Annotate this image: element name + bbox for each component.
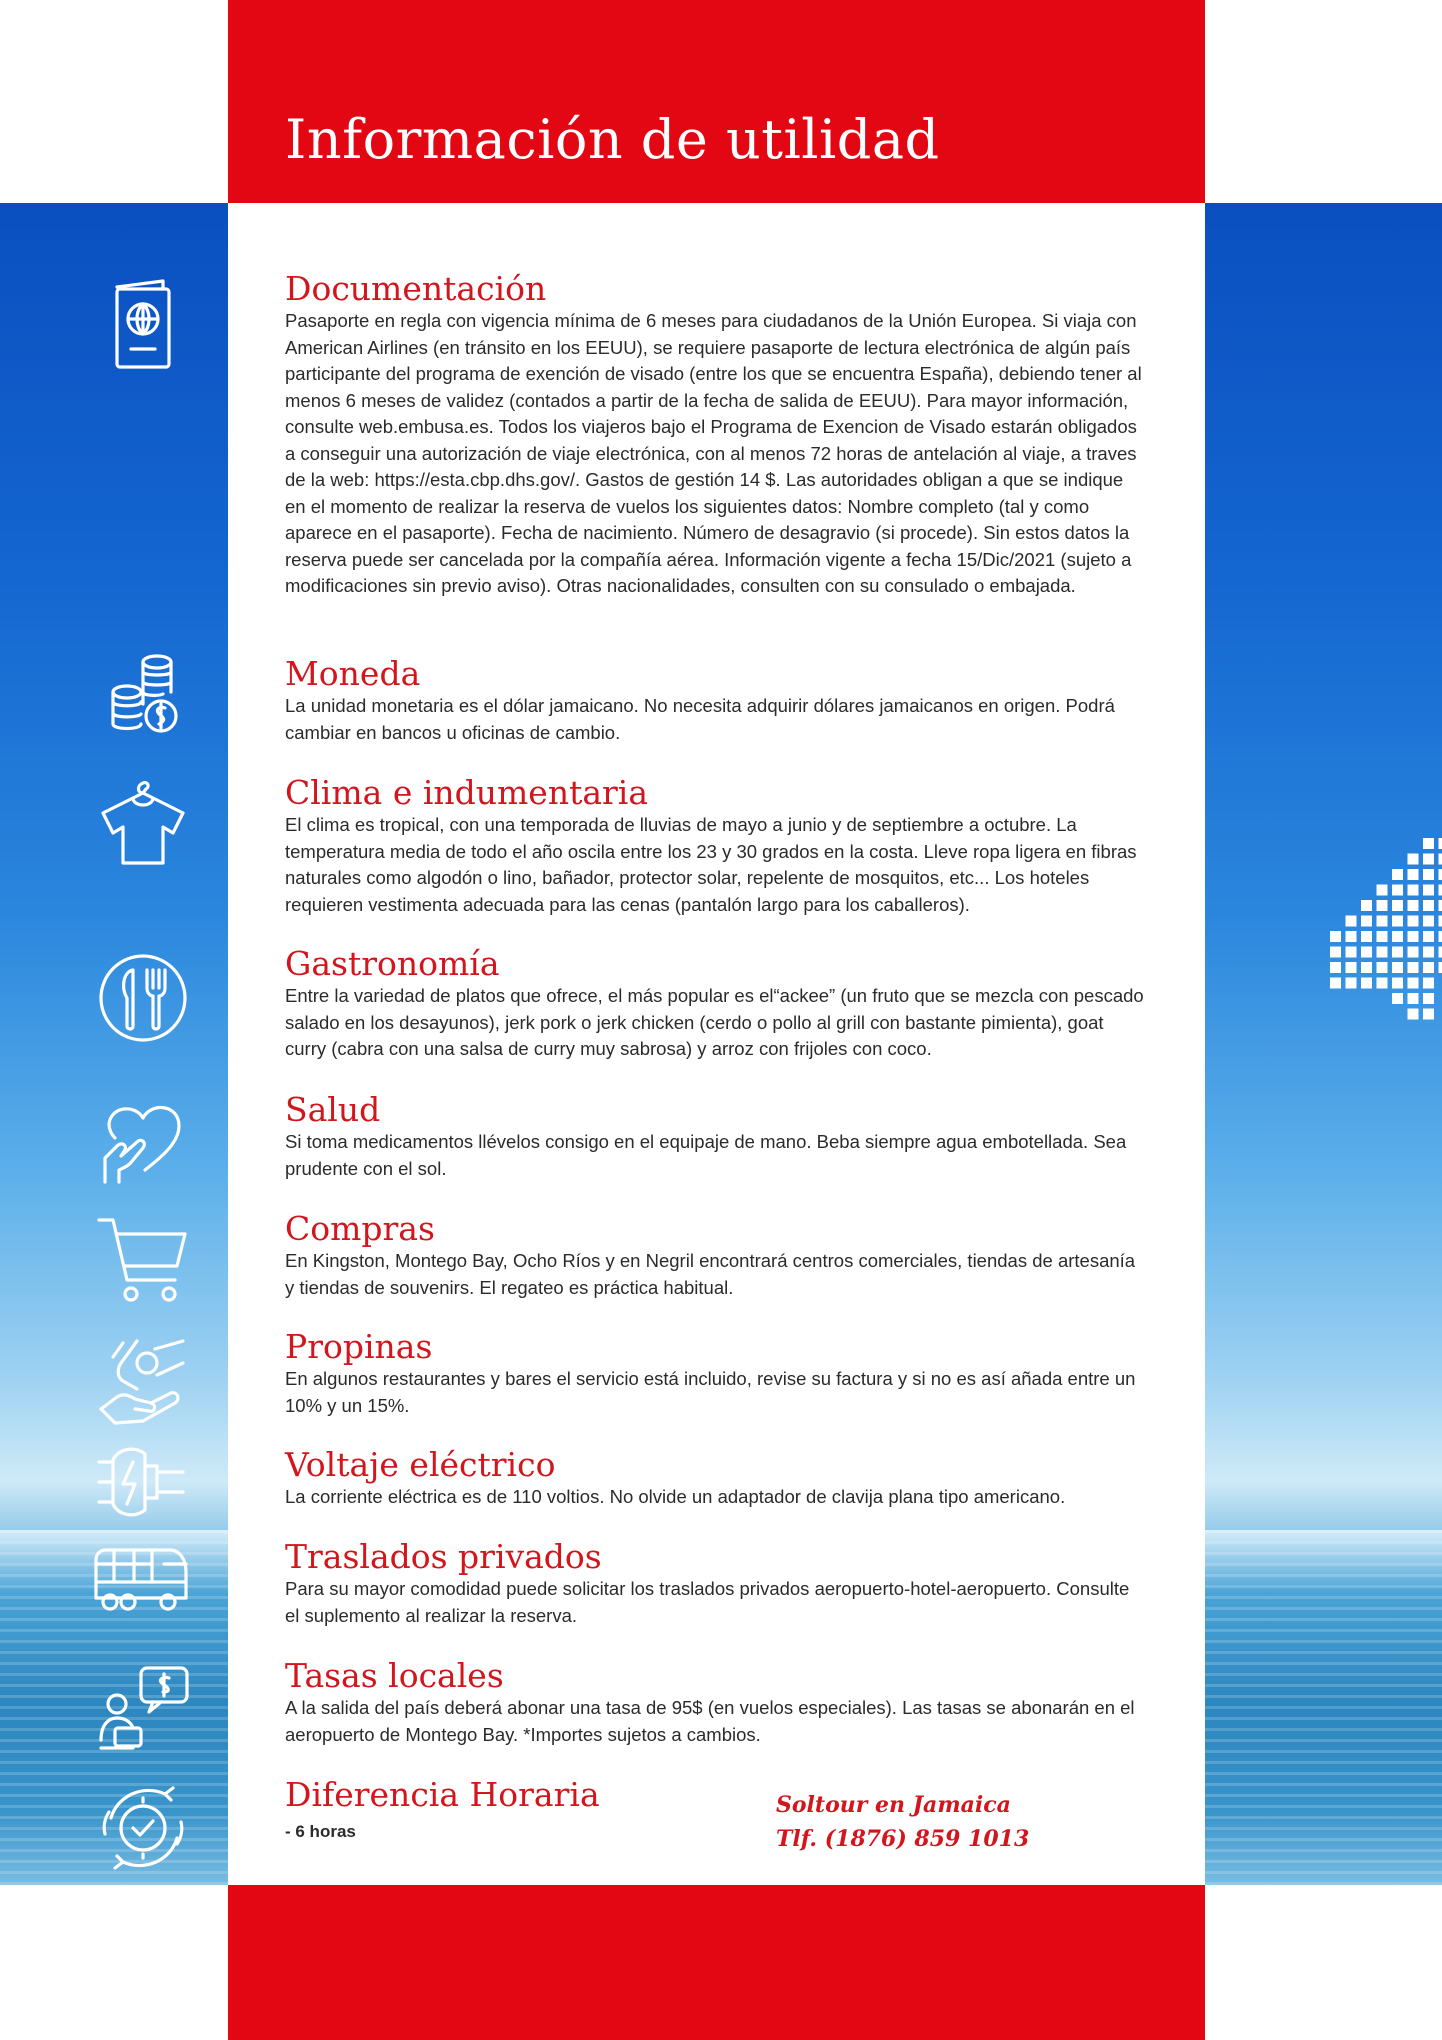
section-diferencia-horaria	[285, 1776, 765, 1844]
footer-band	[228, 1885, 1205, 2040]
section-text: Entre la variedad de platos que ofrece, el más popular es el“ackee” (un fruto que se mezcla con pescado salado en los desayunos), jerk pork o jerk chicken (cerdo o pollo al grill con bastante pimienta), goat curry (cabra con una salsa de curry muy sabrosa) y arroz con frijoles con coco.	[285, 985, 1144, 1059]
section-text: Para su mayor comodidad puede solicitar los traslados privados aeropuerto-hotel-aeropuerto. Consulte el suplemento al realizar la reserva.	[285, 1578, 1130, 1626]
section-traslados	[285, 1538, 1145, 1629]
section-title: Diferencia Horaria	[285, 1775, 600, 1814]
section-text: Si toma medicamentos llévelos consigo en el equipaje de mano. Beba siempre agua embotellada. Sea prudente con el sol.	[285, 1131, 1127, 1179]
section-title: Tasas locales	[285, 1656, 504, 1695]
section-tasas	[285, 1657, 1145, 1748]
section-title: Documentación	[285, 269, 547, 308]
section-clima	[285, 774, 1145, 918]
section-compras	[285, 1210, 1145, 1301]
section-text: La corriente eléctrica es de 110 voltios. No olvide un adaptador de clavija plana tipo americano.	[285, 1486, 1066, 1507]
section-title: Moneda	[285, 654, 421, 693]
jamaica-dot-map	[1330, 838, 1442, 1023]
contact-phone: Tlf. (1876) 859 1013	[776, 1826, 1030, 1852]
shopping-cart-icon	[93, 1208, 193, 1308]
section-title: Salud	[285, 1090, 381, 1129]
section-text: La unidad monetaria es el dólar jamaicano. No necesita adquirir dólares jamaicanos en origen. Podrá cambiar en bancos u oficinas de cambio.	[285, 695, 1115, 743]
money-chat-icon	[93, 1660, 193, 1760]
section-title: Traslados privados	[285, 1537, 602, 1576]
section-text: Pasaporte en regla con vigencia mínima de 6 meses para ciudadanos de la Unión Europea. Si viaja con American Airlines (en tránsito en los EEUU), se requiere pasaporte de lectura electrónica de algún país participante del programa de exención de visado (entre los que se encuentra España), debiendo tener al menos 6 meses de validez (contados a partir de la fecha de salida de EEUU). Para mayor información, consulte web.embusa.es. Todos los viajeros bajo el Programa de Exencion de Visado estarán obligados a conseguir una autorización de viaje electrónica, con al menos 72 horas de antelación al viaje, a traves de la web: https://esta.cbp.dhs.gov/. Gastos de gestión 14 $. Las autoridades obligan a que se indique en el momento de realizar la reserva de vuelos los siguientes datos: Nombre completo (tal y como aparece en el pasaporte). Fecha de nacimiento. Número de desagravio (si procede). Sin estos datos la reserva puede ser cancelada por la compañía aérea. Información vigente a fecha 15/Dic/2021 (sujeto a modificaciones sin previo aviso). Otras nacionalidades, consulten con su consulado o embajada.	[285, 310, 1142, 596]
clock-refresh-icon	[93, 1778, 193, 1878]
tshirt-icon	[93, 775, 193, 875]
cutlery-icon	[93, 948, 193, 1048]
page-title: Información de utilidad	[285, 108, 940, 171]
section-salud	[285, 1091, 1145, 1182]
section-text: A la salida del país deberá abonar una tasa de 95$ (en vuelos especiales). Las tasas se abonarán en el aeropuerto de Montego Bay. *Importes sujetos a cambios.	[285, 1697, 1135, 1745]
tip-hand-icon	[93, 1333, 193, 1433]
section-title: Propinas	[285, 1327, 433, 1366]
section-propinas	[285, 1328, 1145, 1419]
contact-block	[776, 1788, 1196, 1856]
coins-icon	[93, 646, 193, 746]
section-moneda	[285, 655, 1145, 746]
contact-name: Soltour en Jamaica	[776, 1792, 1011, 1818]
section-title: Voltaje eléctrico	[285, 1445, 556, 1484]
sea-strip-right	[1205, 1530, 1442, 1885]
passport-icon	[93, 275, 193, 375]
header-band	[228, 0, 1205, 203]
section-title: Gastronomía	[285, 944, 500, 983]
section-gastronomia	[285, 945, 1145, 1063]
section-voltaje	[285, 1446, 1145, 1511]
bus-icon	[90, 1530, 190, 1630]
section-text: En Kingston, Montego Bay, Ocho Ríos y en Negril encontrará centros comerciales, tiendas de artesanía y tiendas de souvenirs. El regateo es práctica habitual.	[285, 1250, 1136, 1298]
heart-hand-icon	[93, 1092, 193, 1192]
section-text: - 6 horas	[285, 1822, 356, 1841]
section-text: En algunos restaurantes y bares el servicio está incluido, revise su factura y si no es así añada entre un 10% y un 15%.	[285, 1368, 1136, 1416]
section-documentacion	[285, 270, 1145, 600]
section-title: Compras	[285, 1209, 435, 1248]
section-title: Clima e indumentaria	[285, 773, 649, 812]
plug-icon	[93, 1432, 193, 1532]
section-text: El clima es tropical, con una temporada de lluvias de mayo a junio y de septiembre a octubre. La temperatura media de todo el año oscila entre los 23 y 30 grados en la costa. Lleve ropa ligera en fibras naturales como algodón o lino, bañador, protector solar, repelente de mosquitos, etc... Los hoteles requieren vestimenta adecuada para las cenas (pantalón largo para los caballeros).	[285, 814, 1137, 915]
